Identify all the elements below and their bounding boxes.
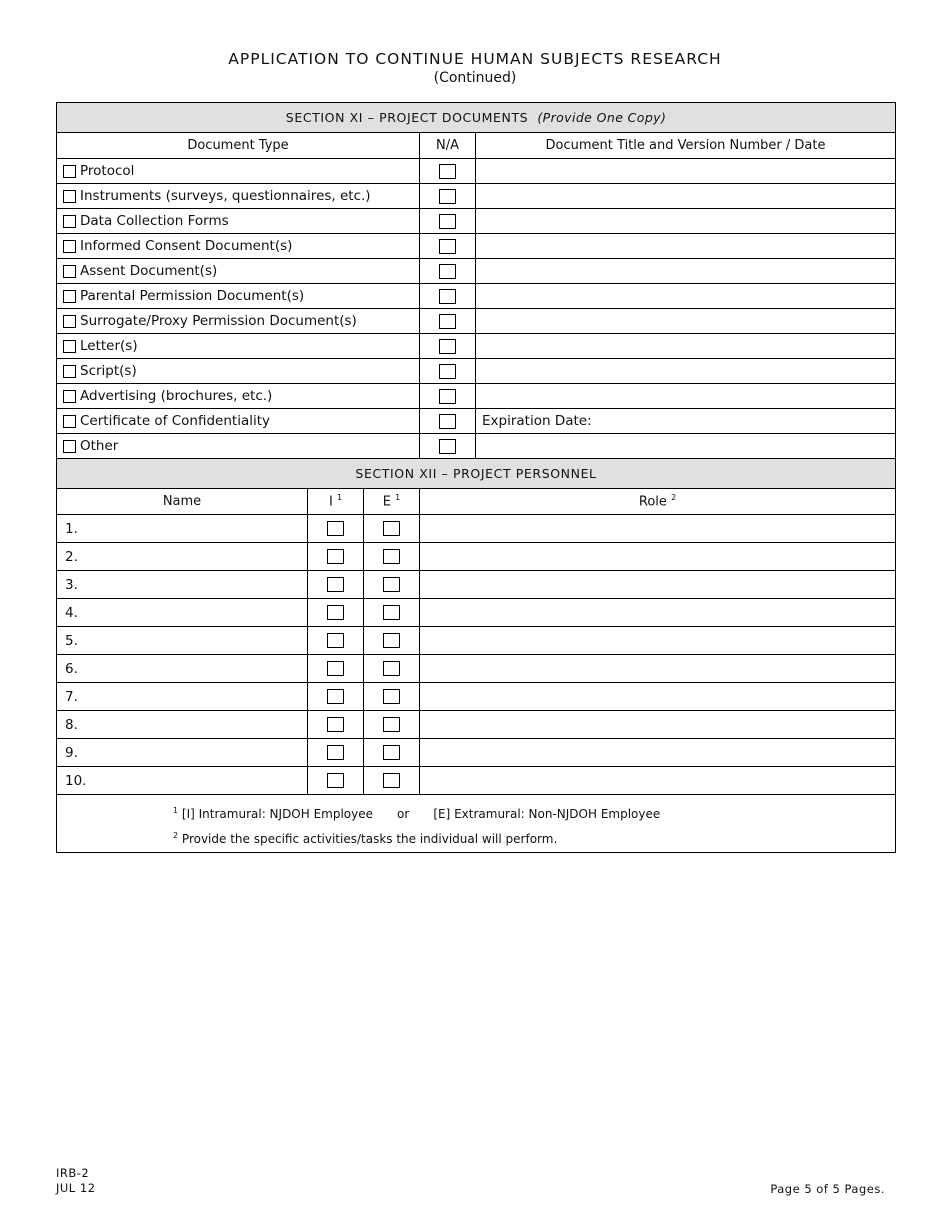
document-type-cell <box>57 334 420 359</box>
personnel-role-field[interactable] <box>420 739 896 767</box>
intramural-cell <box>308 543 364 571</box>
document-include-checkbox[interactable] <box>63 390 76 403</box>
intramural-checkbox[interactable] <box>327 633 344 648</box>
role-header <box>420 489 896 515</box>
na-checkbox[interactable] <box>439 439 456 454</box>
extramural-cell <box>364 571 420 599</box>
personnel-role-field[interactable] <box>420 599 896 627</box>
na-cell <box>420 184 476 209</box>
na-checkbox[interactable] <box>439 289 456 304</box>
extramural-cell <box>364 739 420 767</box>
document-rows <box>57 159 896 459</box>
na-checkbox[interactable] <box>439 414 456 429</box>
intramural-checkbox[interactable] <box>327 661 344 676</box>
na-checkbox[interactable] <box>439 339 456 354</box>
na-cell <box>420 234 476 259</box>
section-xi-heading <box>57 103 896 133</box>
na-cell <box>420 209 476 234</box>
personnel-name-field[interactable] <box>57 767 308 795</box>
document-type-label: Parental Permission Document(s) <box>80 288 305 304</box>
na-checkbox[interactable] <box>439 264 456 279</box>
doc-type-header: Document Type <box>57 133 420 159</box>
document-type-cell <box>57 434 420 459</box>
document-include-checkbox[interactable] <box>63 240 76 253</box>
row-number: 2. <box>65 548 78 565</box>
intramural-cell <box>308 599 364 627</box>
section-xi-title: SECTION XI – PROJECT DOCUMENTS <box>285 110 529 125</box>
footnote-2-mark: 2 <box>173 830 179 840</box>
personnel-row <box>57 711 896 739</box>
form-subtitle: (Continued) <box>433 70 517 86</box>
extramural-cell <box>364 627 420 655</box>
document-row <box>57 159 896 184</box>
document-type-label: Protocol <box>80 163 135 179</box>
intramural-checkbox[interactable] <box>327 745 344 760</box>
na-cell <box>420 384 476 409</box>
document-type-label: Instruments (surveys, questionnaires, etc.) <box>80 188 371 204</box>
na-cell <box>420 434 476 459</box>
doc-title-header: Document Title and Version Number / Date <box>476 133 896 159</box>
footnote-or: or <box>397 806 410 821</box>
document-include-checkbox[interactable] <box>63 315 76 328</box>
na-checkbox[interactable] <box>439 239 456 254</box>
personnel-row <box>57 739 896 767</box>
form-number: IRB-2 <box>56 1166 90 1180</box>
document-include-checkbox[interactable] <box>63 215 76 228</box>
e-header <box>364 489 420 515</box>
form-id <box>56 1166 96 1196</box>
personnel-name-field[interactable] <box>57 543 308 571</box>
personnel-row <box>57 543 896 571</box>
document-type-label: Other <box>80 438 119 454</box>
na-cell <box>420 359 476 384</box>
na-checkbox[interactable] <box>439 364 456 379</box>
document-type-cell <box>57 284 420 309</box>
document-type-label: Data Collection Forms <box>80 213 229 229</box>
i-header-label: I <box>328 494 333 510</box>
extramural-cell <box>364 543 420 571</box>
document-type-cell <box>57 359 420 384</box>
row-number: 4. <box>65 604 78 621</box>
page-number: Page 5 of 5 Pages. <box>770 1182 885 1196</box>
section-xi-note: (Provide One Copy) <box>537 110 667 125</box>
intramural-checkbox[interactable] <box>327 549 344 564</box>
document-title-field[interactable] <box>476 159 896 184</box>
intramural-checkbox[interactable] <box>327 689 344 704</box>
document-type-label: Assent Document(s) <box>80 263 218 279</box>
document-row <box>57 259 896 284</box>
personnel-row <box>57 515 896 543</box>
document-title-field[interactable] <box>476 309 896 334</box>
document-type-cell <box>57 409 420 434</box>
section-xii-heading: SECTION XII – PROJECT PERSONNEL <box>57 459 896 489</box>
personnel-name-field[interactable] <box>57 599 308 627</box>
document-include-checkbox[interactable] <box>63 290 76 303</box>
document-include-checkbox[interactable] <box>63 415 76 428</box>
role-header-label: Role <box>638 494 667 510</box>
row-number: 6. <box>65 660 78 677</box>
document-title-field[interactable] <box>476 184 896 209</box>
na-cell <box>420 309 476 334</box>
document-include-checkbox[interactable] <box>63 440 76 453</box>
extramural-cell <box>364 767 420 795</box>
personnel-name-field[interactable] <box>57 683 308 711</box>
document-row <box>57 184 896 209</box>
extramural-checkbox[interactable] <box>383 549 400 564</box>
row-number: 10. <box>65 772 87 789</box>
document-type-label: Certificate of Confidentiality <box>80 413 270 429</box>
personnel-role-field[interactable] <box>420 711 896 739</box>
intramural-cell <box>308 739 364 767</box>
role-header-sup: 2 <box>671 493 677 503</box>
i-header <box>308 489 364 515</box>
document-include-checkbox[interactable] <box>63 265 76 278</box>
row-number: 5. <box>65 632 78 649</box>
footnote-2 <box>173 825 895 850</box>
document-type-cell <box>57 259 420 284</box>
personnel-row <box>57 683 896 711</box>
extramural-checkbox[interactable] <box>383 689 400 704</box>
document-row <box>57 434 896 459</box>
extramural-cell <box>364 599 420 627</box>
row-number: 1. <box>65 520 78 537</box>
na-checkbox[interactable] <box>439 389 456 404</box>
na-cell <box>420 409 476 434</box>
personnel-role-field[interactable] <box>420 683 896 711</box>
document-title-field[interactable] <box>476 234 896 259</box>
na-checkbox[interactable] <box>439 164 456 179</box>
intramural-checkbox[interactable] <box>327 521 344 536</box>
row-number: 7. <box>65 688 78 705</box>
personnel-name-field[interactable] <box>57 515 308 543</box>
footnote-intramural: [I] Intramural: NJDOH Employee <box>181 806 374 821</box>
intramural-cell <box>308 571 364 599</box>
personnel-row <box>57 655 896 683</box>
personnel-row <box>57 627 896 655</box>
intramural-checkbox[interactable] <box>327 717 344 732</box>
na-checkbox[interactable] <box>439 214 456 229</box>
personnel-row <box>57 571 896 599</box>
personnel-role-field[interactable] <box>420 655 896 683</box>
na-cell <box>420 284 476 309</box>
document-type-cell <box>57 184 420 209</box>
document-row <box>57 284 896 309</box>
document-type-cell <box>57 384 420 409</box>
na-cell <box>420 259 476 284</box>
intramural-cell <box>308 683 364 711</box>
row-number: 9. <box>65 744 78 761</box>
extramural-checkbox[interactable] <box>383 633 400 648</box>
document-title-field[interactable] <box>476 209 896 234</box>
extramural-checkbox[interactable] <box>383 577 400 592</box>
document-row <box>57 309 896 334</box>
extramural-checkbox[interactable] <box>383 745 400 760</box>
intramural-cell <box>308 627 364 655</box>
na-cell <box>420 334 476 359</box>
extramural-checkbox[interactable] <box>383 773 400 788</box>
na-checkbox[interactable] <box>439 189 456 204</box>
intramural-checkbox[interactable] <box>327 605 344 620</box>
form-title: APPLICATION TO CONTINUE HUMAN SUBJECTS RESEARCH <box>228 50 722 68</box>
personnel-role-field[interactable] <box>420 515 896 543</box>
document-title-field[interactable] <box>476 259 896 284</box>
extramural-checkbox[interactable] <box>383 717 400 732</box>
document-title-field[interactable] <box>476 409 896 434</box>
footnote-2-text: Provide the specific activities/tasks the individual will perform. <box>181 831 558 846</box>
form-table <box>56 102 896 853</box>
document-title-field[interactable] <box>476 434 896 459</box>
document-type-label: Informed Consent Document(s) <box>80 238 293 254</box>
extramural-cell <box>364 515 420 543</box>
document-title-field[interactable] <box>476 384 896 409</box>
document-title-field[interactable] <box>476 284 896 309</box>
personnel-name-field[interactable] <box>57 655 308 683</box>
document-title-value: Expiration Date: <box>482 413 592 429</box>
personnel-row <box>57 767 896 795</box>
intramural-checkbox[interactable] <box>327 773 344 788</box>
document-include-checkbox[interactable] <box>63 340 76 353</box>
document-include-checkbox[interactable] <box>63 165 76 178</box>
footnotes <box>57 795 896 853</box>
intramural-cell <box>308 711 364 739</box>
intramural-checkbox[interactable] <box>327 577 344 592</box>
name-header: Name <box>57 489 308 515</box>
document-type-label: Surrogate/Proxy Permission Document(s) <box>80 313 357 329</box>
document-row <box>57 209 896 234</box>
personnel-name-field[interactable] <box>57 571 308 599</box>
intramural-cell <box>308 767 364 795</box>
document-type-cell <box>57 209 420 234</box>
e-header-sup: 1 <box>395 493 401 503</box>
footnote-1 <box>173 800 895 825</box>
intramural-cell <box>308 655 364 683</box>
personnel-role-field[interactable] <box>420 627 896 655</box>
extramural-cell <box>364 683 420 711</box>
extramural-cell <box>364 655 420 683</box>
row-number: 3. <box>65 576 78 593</box>
personnel-role-field[interactable] <box>420 767 896 795</box>
document-include-checkbox[interactable] <box>63 190 76 203</box>
document-type-label: Script(s) <box>80 363 137 379</box>
document-title-field[interactable] <box>476 359 896 384</box>
personnel-row <box>57 599 896 627</box>
personnel-role-field[interactable] <box>420 571 896 599</box>
personnel-name-field[interactable] <box>57 627 308 655</box>
e-header-label: E <box>382 494 391 510</box>
document-type-cell <box>57 234 420 259</box>
document-type-label: Advertising (brochures, etc.) <box>80 388 273 404</box>
personnel-rows <box>57 515 896 795</box>
document-include-checkbox[interactable] <box>63 365 76 378</box>
personnel-name-field[interactable] <box>57 739 308 767</box>
document-type-label: Letter(s) <box>80 338 138 354</box>
personnel-role-field[interactable] <box>420 543 896 571</box>
personnel-name-field[interactable] <box>57 711 308 739</box>
na-header: N/A <box>420 133 476 159</box>
row-number: 8. <box>65 716 78 733</box>
extramural-checkbox[interactable] <box>383 661 400 676</box>
document-row <box>57 234 896 259</box>
form-date: JUL 12 <box>56 1181 96 1195</box>
na-cell <box>420 159 476 184</box>
document-row <box>57 359 896 384</box>
document-row <box>57 384 896 409</box>
footnote-extramural: [E] Extramural: Non-NJDOH Employee <box>433 806 661 821</box>
document-row <box>57 334 896 359</box>
document-type-cell <box>57 309 420 334</box>
extramural-cell <box>364 711 420 739</box>
footnote-1-mark: 1 <box>173 805 179 815</box>
na-checkbox[interactable] <box>439 314 456 329</box>
extramural-checkbox[interactable] <box>383 605 400 620</box>
i-header-sup: 1 <box>336 493 343 503</box>
document-type-cell <box>57 159 420 184</box>
document-title-field[interactable] <box>476 334 896 359</box>
document-row <box>57 409 896 434</box>
extramural-checkbox[interactable] <box>383 521 400 536</box>
intramural-cell <box>308 515 364 543</box>
